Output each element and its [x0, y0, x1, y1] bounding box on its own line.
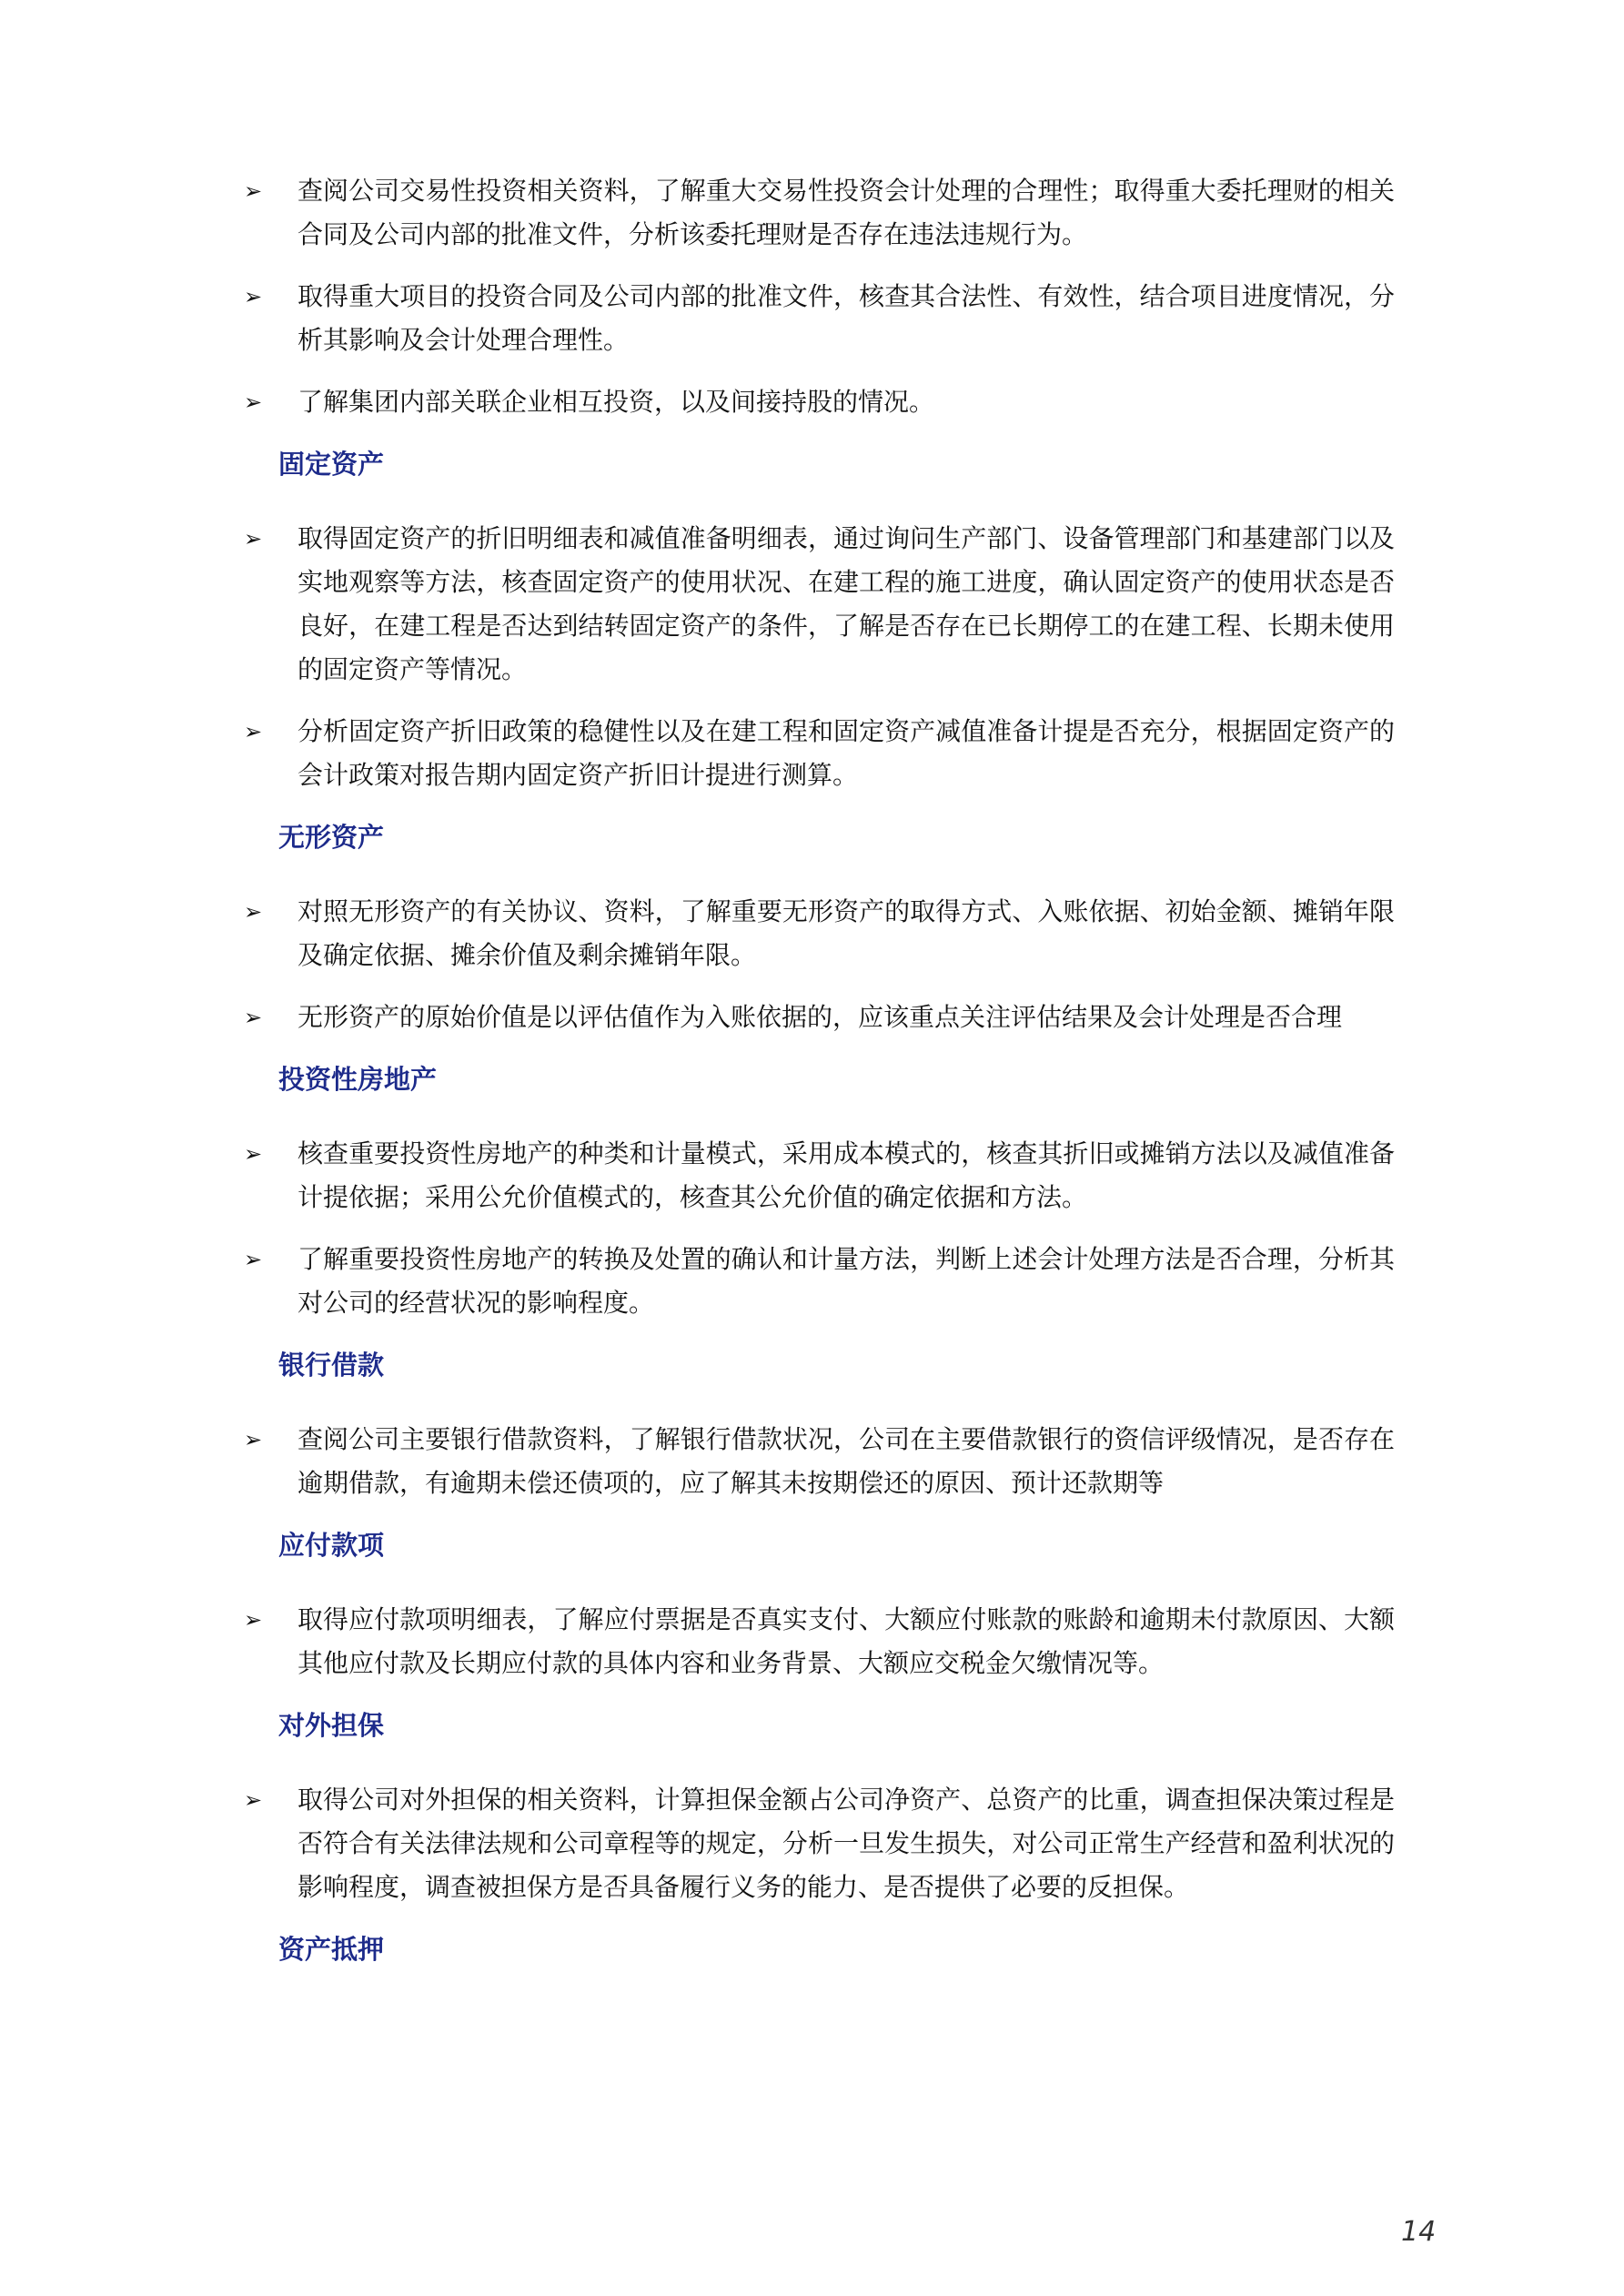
list-item-text: 核查重要投资性房地产的种类和计量模式，采用成本模式的，核查其折旧或摊销方法以及减值准备计提依据；采用公允价值模式的，核查其公允价值的确定依据和方法。	[298, 1138, 1395, 1212]
list-item	[244, 710, 1395, 797]
list-item	[244, 169, 1395, 257]
section-heading: 应付款项	[278, 1530, 385, 1561]
section-heading: 对外担保	[278, 1710, 385, 1741]
list-item-text: 查阅公司主要银行借款资料，了解银行借款状况，公司在主要借款银行的资信评级情况，是否存在逾期借款，有逾期未偿还债项的，应了解其未按期偿还的原因、预计还款期等	[298, 1424, 1395, 1498]
arrow-bullet-icon: ➢	[244, 178, 263, 204]
section-heading: 投资性房地产	[278, 1064, 438, 1095]
arrow-bullet-icon: ➢	[244, 1427, 263, 1452]
section-heading: 无形资产	[278, 822, 385, 853]
list-item-text: 无形资产的原始价值是以评估值作为入账依据的，应该重点关注评估结果及会计处理是否合理	[298, 1002, 1343, 1032]
list-item	[244, 996, 1395, 1039]
list-item-text: 了解集团内部关联企业相互投资，以及间接持股的情况。	[298, 387, 935, 417]
list-item-text: 取得应付款项明细表，了解应付票据是否真实支付、大额应付账款的账龄和逾期未付款原因、大额其他应付款及长期应付款的具体内容和业务背景、大额应交税金欠缴情况等。	[298, 1604, 1395, 1678]
list-item-text: 对照无形资产的有关协议、资料，了解重要无形资产的取得方式、入账依据、初始金额、摊销年限及确定依据、摊余价值及剩余摊销年限。	[298, 896, 1395, 970]
section-payables	[244, 1523, 1395, 1685]
arrow-bullet-icon: ➢	[244, 1141, 263, 1167]
arrow-bullet-icon: ➢	[244, 1607, 263, 1633]
list-item	[244, 1238, 1395, 1325]
list-item	[244, 380, 1395, 424]
list-item-text: 取得固定资产的折旧明细表和减值准备明细表，通过询问生产部门、设备管理部门和基建部门以及实地观察等方法，核查固定资产的使用状况、在建工程的施工进度，确认固定资产的使用状态是否良好，在建工程是否达到结转固定资产的条件，了解是否存在已长期停工的在建工程、长期未使用的固定资产等情况。	[298, 523, 1395, 684]
section-heading: 固定资产	[278, 449, 385, 480]
arrow-bullet-icon: ➢	[244, 1247, 263, 1272]
list-item-text: 取得公司对外担保的相关资料，计算担保金额占公司净资产、总资产的比重，调查担保决策过程是否符合有关法律法规和公司章程等的规定，分析一旦发生损失，对公司正常生产经营和盈利状况的影响程度，调查被担保方是否具备履行义务的能力、是否提供了必要的反担保。	[298, 1785, 1395, 1902]
list-item-text: 分析固定资产折旧政策的稳健性以及在建工程和固定资产减值准备计提是否充分，根据固定资产的会计政策对报告期内固定资产折旧计提进行测算。	[298, 716, 1395, 790]
list-item-text: 取得重大项目的投资合同及公司内部的批准文件，核查其合法性、有效性，结合项目进度情况，分析其影响及会计处理合理性。	[298, 281, 1395, 355]
arrow-bullet-icon: ➢	[244, 719, 263, 744]
arrow-bullet-icon: ➢	[244, 284, 263, 309]
list-item	[244, 1778, 1395, 1909]
section-intangible-assets	[244, 815, 1395, 1039]
document-body	[244, 169, 1395, 2002]
arrow-bullet-icon: ➢	[244, 899, 263, 925]
arrow-bullet-icon: ➢	[244, 389, 263, 415]
list-item-text: 了解重要投资性房地产的转换及处置的确认和计量方法，判断上述会计处理方法是否合理，分析其对公司的经营状况的影响程度。	[298, 1244, 1395, 1318]
list-item	[244, 517, 1395, 692]
section-fixed-assets	[244, 442, 1395, 797]
section-investment-property	[244, 1057, 1395, 1325]
arrow-bullet-icon: ➢	[244, 1787, 263, 1813]
arrow-bullet-icon: ➢	[244, 1005, 263, 1030]
arrow-bullet-icon: ➢	[244, 526, 263, 551]
section-heading: 银行借款	[278, 1350, 385, 1381]
list-item	[244, 1598, 1395, 1685]
list-item	[244, 890, 1395, 977]
list-item	[244, 1418, 1395, 1505]
list-item	[244, 1132, 1395, 1219]
section-heading: 资产抵押	[278, 1934, 385, 1965]
section-asset-mortgage	[244, 1927, 1395, 1971]
list-item	[244, 275, 1395, 362]
section-bank-loans	[244, 1343, 1395, 1505]
section-external-guarantees	[244, 1704, 1395, 1909]
page-number: 14	[1401, 2216, 1437, 2248]
section-investments	[244, 169, 1395, 424]
list-item-text: 查阅公司交易性投资相关资料，了解重大交易性投资会计处理的合理性；取得重大委托理财的相关合同及公司内部的批准文件，分析该委托理财是否存在违法违规行为。	[298, 176, 1395, 249]
